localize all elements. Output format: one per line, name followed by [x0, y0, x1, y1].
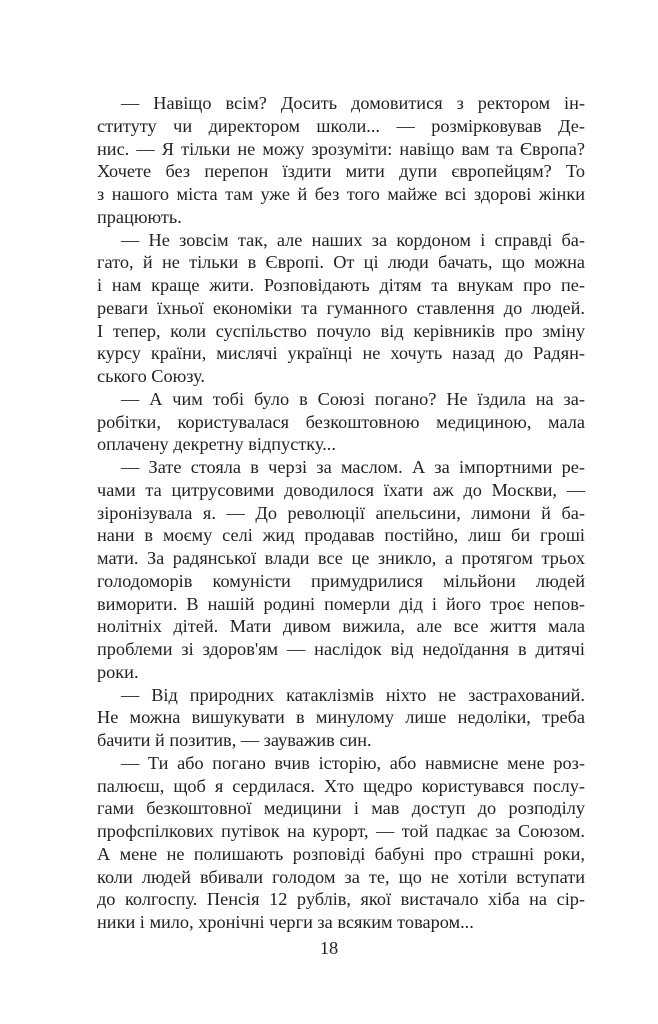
page-number: 18 [319, 938, 339, 958]
text-line: Не можна вишукувати в минулому лише недоліки, треба [97, 707, 585, 728]
text-line: ського Союзу. [97, 366, 206, 386]
text-line: голодоморів комуністи примудрилися мільйони людей [97, 570, 585, 591]
body-text [97, 92, 585, 934]
text-line: виморити. В нашій родині померли дід і його троє непов- [97, 593, 585, 614]
text-line: нис. — Я тільки не можу зрозуміти: навіщо вам та Європа? [97, 138, 585, 159]
text-line: роки. [97, 661, 139, 682]
text-line: гами безкоштовної медицини і мав доступ до розподілу [97, 798, 585, 819]
text-line: гато, й не тільки в Європі. От ці люди бачать, що можна [97, 252, 585, 273]
text-line: зіронізувала я. — До революції апельсини, лимони й ба- [97, 502, 585, 523]
text-line: нани в моєму селі жид продавав постійно, лиш би гроші [97, 525, 585, 546]
text-line: чами та цитрусовими доводилося їхати аж до Москви, — [97, 479, 585, 500]
text-line: — Навіщо всім? Досить домовитися з ректором ін- [121, 93, 585, 113]
text-line: — Зате стояла в черзі за маслом. А за імпортними ре- [121, 457, 585, 477]
text-line: нолітніх дітей. Мати дивом вижила, але все життя мала [97, 616, 585, 637]
text-line: бачити й позитив, — зауважив син. [97, 730, 372, 750]
text-line: з нашого міста там уже й без того майже всі здорові жінки [97, 184, 585, 204]
text-line: ституту чи директором школи... — розмірковував Де- [97, 115, 585, 136]
text-line: Хочете без перепон їздити мити дупи європейцям? То [97, 161, 585, 182]
text-line: коли людей вбивали голодом за те, що не хотіли вступати [97, 866, 585, 887]
text-line: оплачену декретну відпустку... [97, 434, 336, 455]
text-line: палюєш, щоб я сердилася. Хто щедро користувався послу- [97, 775, 585, 796]
text-line: мати. За радянської влади все це зникло, а протягом трьох [97, 548, 585, 568]
text-line: І тепер, коли суспільство почуло від керівників про зміну [97, 320, 585, 341]
text-line: — Від природних катаклізмів ніхто не застрахований. [121, 684, 585, 705]
text-line: — А чим тобі було в Союзі погано? Не їздила на за- [121, 388, 585, 409]
text-line: працюють. [97, 206, 182, 227]
text-line: А мене не полишають розповіді бабуні про страшні роки, [97, 843, 585, 864]
text-line: — Ти або погано вчив історію, або навмисне мене роз- [121, 752, 585, 773]
text-line: курсу країни, мислячі українці не хочуть назад до Радян- [97, 343, 585, 364]
text-line: ники і мило, хронічні черги за всяким товаром... [97, 912, 474, 932]
text-line: до колгоспу. Пенсія 12 рублів, якої вистачало хіба на сір- [97, 889, 585, 910]
text-line: проблеми зі здоров'ям — наслідок від недоїдання в дитячі [97, 639, 585, 659]
text-line: реваги їхньої економіки та гуманного ставлення до людей. [97, 297, 585, 318]
text-line: і нам краще жити. Розповідають дітям та внукам про пе- [97, 275, 585, 295]
text-line: робітки, користувалася безкоштовною медициною, мала [97, 411, 585, 432]
text-line: — Не зовсім так, але наших за кордоном і справді ба- [121, 229, 585, 250]
text-line: профспілкових путівок на курорт, — той падкає за Союзом. [97, 821, 585, 841]
